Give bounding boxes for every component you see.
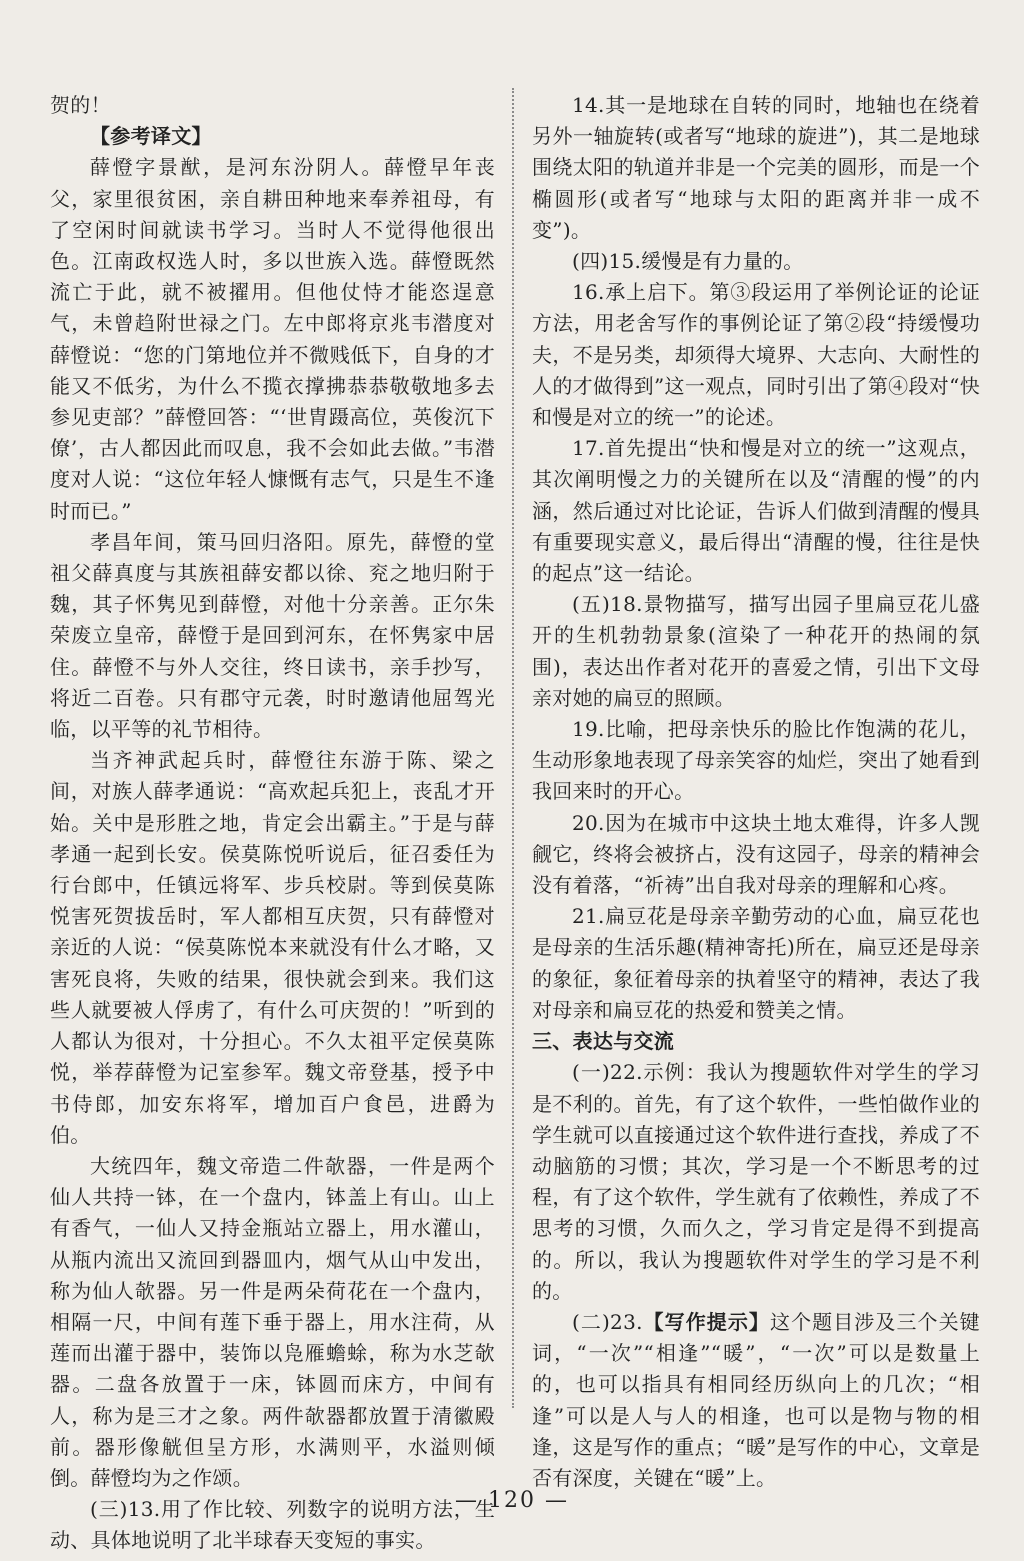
page-number: — 120 —: [455, 1488, 569, 1513]
answer-18: (五)18.景物描写，描写出园子里扁豆花儿盛开的生机勃勃景象(渲染了一种花开的热闹的氛围)，表达出作者对花开的喜爱之情，引出下文母亲对她的扁豆的照顾。: [532, 592, 980, 710]
answer-23-number: (二)23.: [572, 1309, 643, 1334]
answer-19: 19.比喻，把母亲快乐的脸比作饱满的花儿，生动形象地表现了母亲笑容的灿烂，突出了她看到我回来时的开心。: [532, 717, 980, 804]
answer-17: 17.首先提出“快和慢是对立的统一”这观点，其次阐明慢之力的关键所在以及“清醒的慢”的内涵，然后通过对比论证，告诉人们做到清醒的慢具有重要现实意义，最后得出“清醒的慢，往往是快的起点”这一结论。: [532, 436, 980, 586]
translation-paragraph: 孝昌年间，策马回归洛阳。原先，薛憕的堂祖父薛真度与其族祖薛安都以徐、兖之地归附于魏，其子怀隽见到薛憕，对他十分亲善。正尔朱荣废立皇帝，薛憕于是回到河东，在怀隽家中居住。薛憕不与外人交往，终日读书，亲手抄写，将近二百卷。只有郡守元袭，时时邀请他屈驾光临，以平等的礼节相待。: [50, 529, 495, 742]
left-column: [50, 90, 495, 1557]
writing-tip-body: 这个题目涉及三个关键词，“一次”“相逢”“暖”，“一次”可以是数量上的，也可以指具有相同经历纵向上的几次；“相逢”可以是人与人的相逢，也可以是物与物的相逢，这是写作的重点；“暖”是写作的中心，文章是否有深度，关键在“暖”上。: [532, 1309, 980, 1490]
writing-tip-label: 【写作提示】: [642, 1309, 770, 1334]
answer-22: (一)22.示例：我认为搜题软件对学生的学习是不利的。首先，有了这个软件，一些怕做作业的学生就可以直接通过这个软件进行查找，养成了不动脑筋的习惯；其次，学习是一个不断思考的过程，有了这个软件，学生就有了依赖性，养成了不思考的习惯，久而久之，学习肯定是得不到提高的。所以，我认为搜题软件对学生的学习是不利的。: [532, 1060, 980, 1303]
answer-14: 14.其一是地球在自转的同时，地轴也在绕着另外一轴旋转(或者写“地球的旋进”)，其二是地球围绕太阳的轨道并非是一个完美的圆形，而是一个椭圆形(或者写“地球与太阳的距离并非一成不变”)。: [532, 93, 980, 242]
translation-paragraph: 当齐神武起兵时，薛憕往东游于陈、梁之间，对族人薛孝通说：“高欢起兵犯上，丧乱才开始。关中是形胜之地，肯定会出霸主。”于是与薛孝通一起到长安。侯莫陈悦听说后，征召委任为行台郎中，任镇远将军、步兵校尉。等到侯莫陈悦害死贺拔岳时，军人都相互庆贺，只有薛憕对亲近的人说：“侯莫陈悦本来就没有什么才略，又害死良将，失败的结果，很快就会到来。我们这些人就要被人俘虏了，有什么可庆贺的！”听到的人都认为很对，十分担心。不久太祖平定侯莫陈悦，举荐薛憕为记室参军。魏文帝登基，授予中书侍郎，加安东将军，增加百户食邑，进爵为伯。: [50, 748, 495, 1147]
answer-20: 20.因为在城市中这块土地太难得，许多人觊觎它，终将会被挤占，没有这园子，母亲的精神会没有着落，“祈祷”出自我对母亲的理解和心疼。: [532, 810, 980, 898]
column-divider: [512, 88, 514, 1408]
translation-paragraph: 薛憕字景猷，是河东汾阴人。薛憕早年丧父，家里很贫困，亲自耕田种地来奉养祖母，有了空闲时间就读书学习。当时人不觉得他很出色。江南政权选人时，多以世族入选。薛憕既然流亡于此，就不被擢用。但他仗恃才能恣逞意气，未曾趋附世禄之门。左中郎将京兆韦潜度对薛憕说：“您的门第地位并不微贱低下，自身的才能又不低劣，为什么不揽衣撑拂恭恭敬敬地多去参见吏部？”薛憕回答：“‘世胄蹑高位，英俊沉下僚’，古人都因此而叹息，我不会如此去做。”韦潜度对人说：“这位年轻人慷慨有志气，只是生不逢时而已。”: [50, 155, 495, 523]
translation-paragraph: 大统四年，魏文帝造二件欹器，一件是两个仙人共持一钵，在一个盘内，钵盖上有山。山上有香气，一仙人又持金瓶站立器上，用水灌山，从瓶内流出又流回到器皿内，烟气从山中发出，称为仙人欹器。另一件是两朵荷花在一个盘内，相隔一尺，中间有莲下垂于器上，用水注荷，从莲而出灌于器中，装饰以凫雁蟾蜍，称为水芝欹器。二盘各放置于一床，钵圆而床方，中间有人，称为是三才之象。两件欹器都放置于清徽殿前。器形像觥但呈方形，水满则平，水溢则倾倒。薛憕均为之作颂。: [50, 1153, 495, 1490]
reference-translation-heading: 【参考译文】: [90, 124, 212, 149]
right-column: [532, 90, 980, 1494]
answer-16: 16.承上启下。第③段运用了举例论证的论证方法，用老舍写作的事例论证了第②段“持缓慢功夫，不是另类，却须得大境界、大志向、大耐性的人的才做得到”这一观点，同时引出了第④段对“快和慢是对立的统一”的论述。: [532, 280, 980, 430]
section-heading: 三、表达与交流: [532, 1029, 675, 1054]
answer-21: 21.扁豆花是母亲辛勤劳动的心血，扁豆花也是母亲的生活乐趣(精神寄托)所在，扁豆还是母亲的象征，象征着母亲的执着坚守的精神，表达了我对母亲和扁豆花的热爱和赞美之情。: [532, 904, 980, 1022]
answer-23: [532, 1307, 980, 1494]
answer-13: (三)13.用了作比较、列数字的说明方法，生动、具体地说明了北半球春天变短的事实。: [50, 1497, 495, 1553]
continuation-text: 贺的！: [50, 93, 111, 117]
answer-15: (四)15.缓慢是有力量的。: [572, 249, 804, 274]
